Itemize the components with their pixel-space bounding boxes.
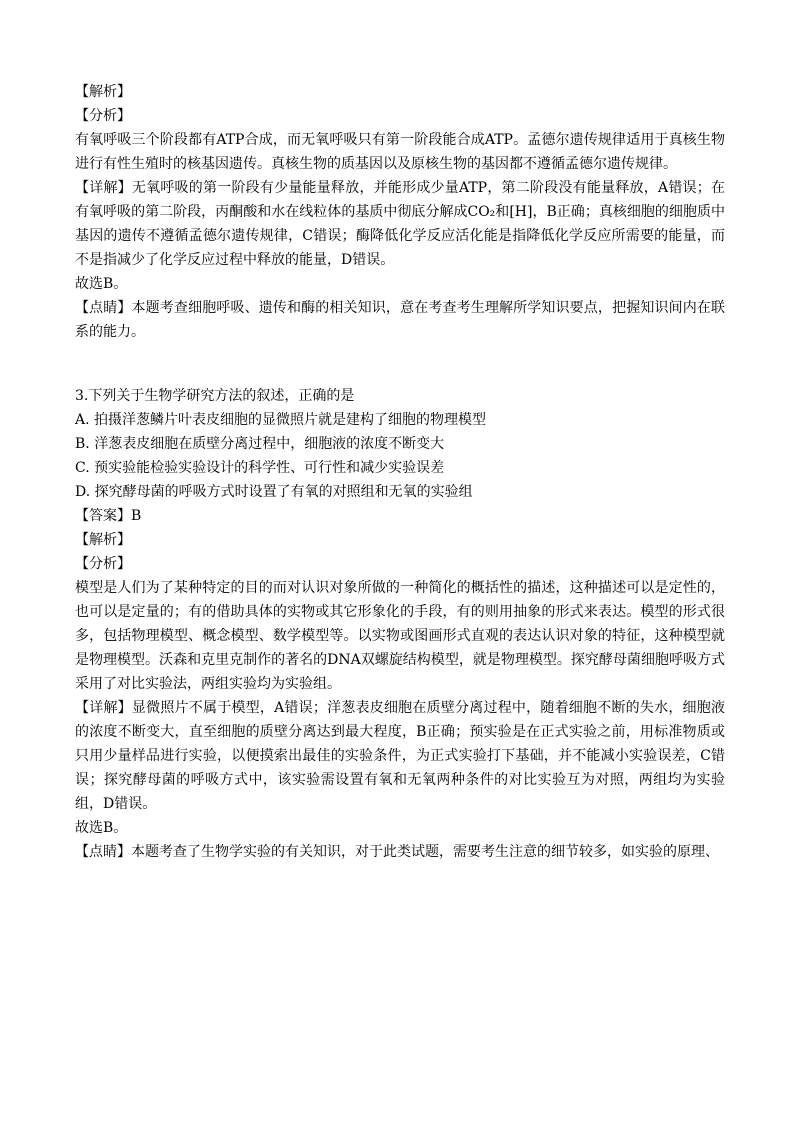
xiangjie-paragraph: 【详解】无氧呼吸的第一阶段有少量能量释放，并能形成少量ATP，第二阶段没有能量释放，A错误；在有氧呼吸的第二阶段，丙酮酸和水在线粒体的基质中彻底分解成CO₂和[H]，B正确；真核细胞的细胞质中基因的遗传不遵循孟德尔遗传规律，C错误；酶降低化学反应活化能是指降低化学反应所需要的能量，而不是指减少了化学反应过程中释放的能量，D错误。 [75,180,725,268]
option-c: C. 预实验能检验实验设计的科学性、可行性和减少实验误差 [75,460,445,476]
answer-line: 【答案】B [75,508,142,524]
section-spacer [75,344,725,384]
xiangjie-paragraph-2: 【详解】显微照片不属于模型，A错误；洋葱表皮细胞在质壁分离过程中，随着细胞不断的失水，细胞液的浓度不断变大，直至细胞的质壁分离达到最大程度，B正确；预实验是在正式实验之前，用标准物质或只用少量样品进行实验，以便摸索出最佳的实验条件，为正式实验打下基础，并不能减小实验误差，C错误；探究酵母菌的呼吸方式中，该实验需设置有氧和无氧两种条件的对比实验互为对照，两组均为实验组，D错误。 [75,700,725,812]
option-b: B. 洋葱表皮细胞在质壁分离过程中，细胞液的浓度不断变大 [75,436,445,452]
dianjing-paragraph: 【点睛】本题考查细胞呼吸、遗传和酶的相关知识，意在考查考生理解所学知识要点，把握知识间内在联系的能力。 [75,300,725,340]
conclusion-line-2: 故选B。 [75,820,128,836]
fenxi-paragraph-2: 模型是人们为了某种特定的目的而对认识对象所做的一种简化的概括性的描述，这种描述可以是定性的，也可以是定量的；有的借助具体的实物或其它形象化的手段，有的则用抽象的形式来表达。模型的形式很多，包括物理模型、概念模型、数学模型等。以实物或图画形式直观的表达认识对象的特征，这种模型就是物理模型。沃森和克里克制作的著名的DNA双螺旋结构模型，就是物理模型。探究酵母菌细胞呼吸方式采用了对比实验法，两组实验均为实验组。 [75,580,725,692]
dianjing-paragraph-2: 【点睛】本题考查了生物学实验的有关知识，对于此类试题，需要考生注意的细节较多，如实验的原理、 [75,844,719,860]
conclusion-line: 故选B。 [75,276,128,292]
fenxi-heading: 【分析】 [75,108,131,124]
option-d: D. 探究酵母菌的呼吸方式时设置了有氧的对照组和无氧的实验组 [75,484,473,500]
jiexi-heading-2: 【解析】 [75,532,131,548]
page-content [75,80,725,864]
fenxi-heading-2: 【分析】 [75,556,131,572]
option-a: A. 拍摄洋葱鳞片叶表皮细胞的显微照片就是建构了细胞的物理模型 [75,412,487,428]
fenxi-paragraph: 有氧呼吸三个阶段都有ATP合成，而无氧呼吸只有第一阶段能合成ATP。孟德尔遗传规律适用于真核生物进行有性生殖时的核基因遗传。真核生物的质基因以及原核生物的基因都不遵循孟德尔遗传规律。 [75,132,725,172]
question-stem: 3.下列关于生物学研究方法的叙述，正确的是 [75,388,355,404]
jiexi-heading: 【解析】 [75,84,131,100]
